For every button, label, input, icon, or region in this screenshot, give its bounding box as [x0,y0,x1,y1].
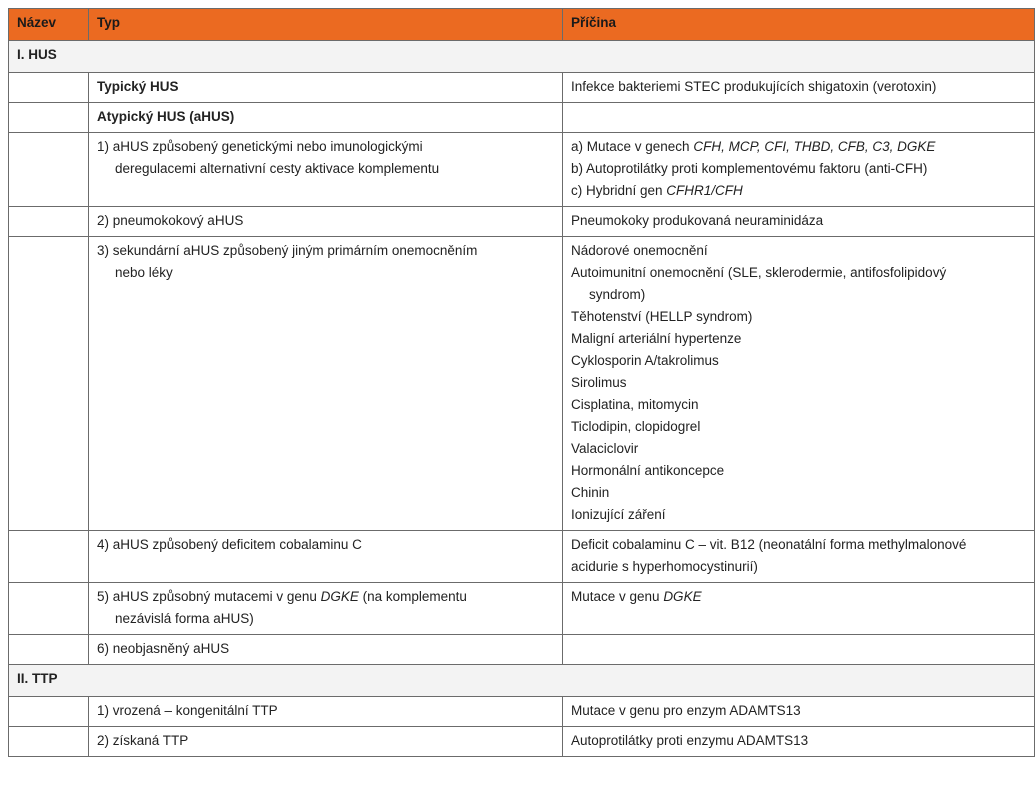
section-title-hus: I. HUS [9,41,1035,73]
cause-ttp-1: Mutace v genu pro enzym ADAMTS13 [563,697,1035,727]
section-row-ttp [9,665,1035,697]
cause-a-genes: CFH, MCP, CFI, THBD, CFB, C3, DGKE [693,139,936,154]
type-atypical-hus: Atypický HUS (aHUS) [89,103,563,133]
type-ahus-1 [89,133,563,207]
header-typ: Typ [89,9,563,41]
cause-item: Ionizující záření [571,507,666,522]
cause-item: Cisplatina, mitomycin [571,397,699,412]
empty-cell [9,727,89,757]
type-ahus-4: 4) aHUS způsobený deficitem cobalaminu C [89,531,563,583]
type-ahus-1-line1: 1) aHUS způsobený genetickými nebo imunologickými [97,139,423,154]
type-ahus-5-prefix: 5) aHUS způsobný mutacemi v genu [97,589,321,604]
cause-ahus-4-line1: Deficit cobalaminu C – vit. B12 (neonatální forma methylmalonové [571,537,967,552]
table-row-ahus-6 [9,635,1035,665]
cause-ahus-5 [563,583,1035,635]
type-ahus-5-line1 [97,586,554,608]
empty-cell [563,103,1035,133]
table-row-ttp-1 [9,697,1035,727]
cause-ahus-3 [563,237,1035,531]
cause-item: Sirolimus [571,375,627,390]
type-ahus-5-gene: DGKE [320,589,359,604]
table-row-ahus-4 [9,531,1035,583]
type-ahus-5-suffix: (na komplementu [358,589,467,604]
cause-ahus-5-prefix: Mutace v genu [571,589,664,604]
type-ahus-3-line1: 3) sekundární aHUS způsobený jiným primárním onemocněním [97,243,478,258]
cause-item: Ticlodipin, clopidogrel [571,419,701,434]
classification-table [8,8,1035,757]
cause-item: Nádorové onemocnění [571,243,708,258]
section-title-ttp: II. TTP [9,665,1035,697]
cause-c-prefix: c) Hybridní gen [571,183,667,198]
cause-item: Valaciclovir [571,441,639,456]
cause-a-prefix: a) Mutace v genech [571,139,694,154]
cause-typical-hus: Infekce bakteriemi STEC produkujících shigatoxin (verotoxin) [563,73,1035,103]
type-ttp-1: 1) vrozená – kongenitální TTP [89,697,563,727]
cause-ahus-4 [563,531,1035,583]
header-row [9,9,1035,41]
empty-cell [9,583,89,635]
cause-ttp-2: Autoprotilátky proti enzymu ADAMTS13 [563,727,1035,757]
cause-ahus-1-b: b) Autoprotilátky proti komplementovému faktoru (anti-CFH) [571,161,928,176]
cause-item: Hormonální antikoncepce [571,463,725,478]
empty-cell [9,697,89,727]
empty-cell [9,73,89,103]
table-row-ahus-5 [9,583,1035,635]
cause-ahus-1-a [571,136,1026,158]
table-row-atypical-hus [9,103,1035,133]
table-row-ahus-2 [9,207,1035,237]
table-row-ahus-3 [9,237,1035,531]
table-row-ttp-2 [9,727,1035,757]
type-typical-hus: Typický HUS [89,73,563,103]
type-ahus-6: 6) neobjasněný aHUS [89,635,563,665]
empty-cell [9,531,89,583]
cause-item: Těhotenství (HELLP syndrom) [571,309,753,324]
empty-cell [563,635,1035,665]
cause-item: Chinin [571,485,610,500]
table-row-typical-hus [9,73,1035,103]
empty-cell [9,133,89,207]
empty-cell [9,207,89,237]
cause-ahus-4-line2: acidurie s hyperhomocystinurií) [571,559,758,574]
cause-ahus-5-gene: DGKE [663,589,702,604]
type-ahus-5 [89,583,563,635]
type-ahus-1-line2: deregulacemi alternativní cesty aktivace komplementu [115,161,440,176]
header-pricina: Příčina [563,9,1035,41]
type-ttp-2: 2) získaná TTP [89,727,563,757]
cause-item: syndrom) [589,287,646,302]
table-row-ahus-1 [9,133,1035,207]
type-ahus-3-line2: nebo léky [115,265,173,280]
section-row-hus [9,41,1035,73]
cause-ahus-1-c [571,180,1026,202]
empty-cell [9,103,89,133]
cause-item: Maligní arteriální hypertenze [571,331,742,346]
cause-ahus-2: Pneumokoky produkovaná neuraminidáza [563,207,1035,237]
cause-ahus-1 [563,133,1035,207]
type-ahus-2: 2) pneumokokový aHUS [89,207,563,237]
cause-item: Autoimunitní onemocnění (SLE, sklerodermie, antifosfolipidový [571,265,947,280]
cause-item: Cyklosporin A/takrolimus [571,353,719,368]
type-ahus-5-line2: nezávislá forma aHUS) [115,611,254,626]
type-ahus-3 [89,237,563,531]
cause-c-gene: CFHR1/CFH [666,183,743,198]
empty-cell [9,237,89,531]
empty-cell [9,635,89,665]
header-nazev: Název [9,9,89,41]
